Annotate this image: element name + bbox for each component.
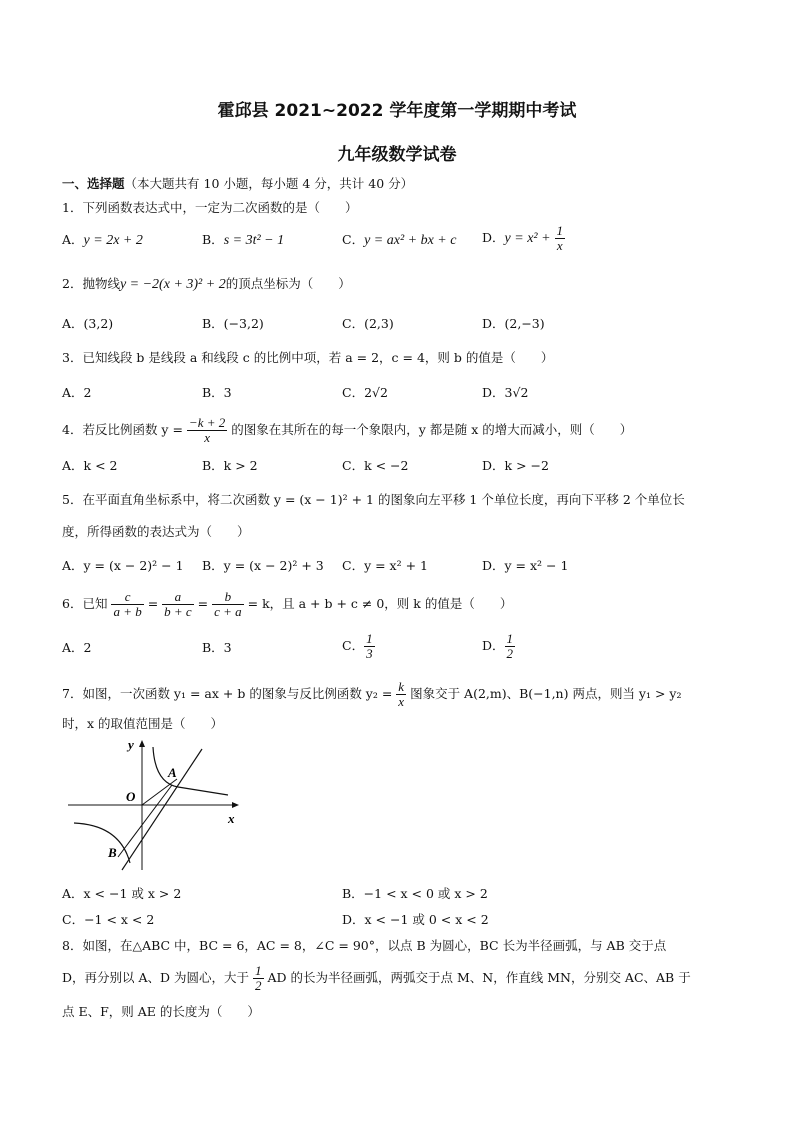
q2-option-a: A．(3,2): [62, 316, 114, 331]
origin-label: O: [126, 789, 136, 804]
q5-option-a: A．y = (x − 2)² − 1: [62, 558, 184, 573]
q1-option-a: A．y = 2x + 2: [62, 232, 143, 248]
q2-option-b: B．(−3,2): [202, 316, 264, 331]
q5-option-d: D．y = x² − 1: [482, 558, 569, 573]
q4-fraction: $\frac{-k + 2}{x}$: [188, 415, 226, 445]
q2-option-d: D．(2,−3): [482, 316, 545, 331]
q6-option-a: A．2: [62, 640, 92, 655]
q4-option-a: A．k < 2: [62, 458, 118, 473]
q1-option-d: D．y = x² + $\frac{1}{x}$: [482, 223, 564, 253]
q7-option-d: D．x < −1 或 0 < x < 2: [342, 912, 489, 927]
question-5-line1: 5．在平面直角坐标系中，将二次函数 y = (x − 1)² + 1 的图象向左平移 1 个单位长度，再向下平移 2 个单位长: [62, 492, 685, 507]
q3-option-b: B．3: [202, 385, 232, 400]
q2-option-c: C．(2,3): [342, 316, 394, 331]
linear-function-line: [122, 749, 202, 870]
q6-option-d: D． $\frac{1}{2}$: [482, 631, 514, 661]
point-b-label: B: [108, 845, 117, 860]
x-axis-label: x: [228, 811, 235, 826]
q6-fraction-1: $\frac{c}{a + b}$: [113, 589, 142, 619]
q7-graph-figure: [60, 735, 245, 875]
q6-fraction-3: $\frac{b}{c + a}$: [214, 589, 242, 619]
q6-option-c: C． $\frac{1}{3}$: [342, 631, 373, 661]
q6-fraction-2: $\frac{a}{b + c}$: [164, 589, 192, 619]
question-6-stem: 6．已知 $\frac{c}{a + b}$ = $\frac{a}{b + c}$ = $\frac{b}{c + a}$ = k，且 a + b + c ≠ 0，则 k 的值是（ ）: [62, 589, 513, 619]
question-4-stem: 4．若反比例函数 y = $\frac{-k + 2}{x}$ 的图象在其所在的每一个象限内，y 都是随 x 的增大而减小，则（ ）: [62, 415, 633, 445]
q4-option-b: B．k > 2: [202, 458, 258, 473]
section-note: （本大题共有 10 小题，每小题 4 分，共计 40 分）: [124, 176, 414, 191]
question-8-line3: 点 E、F，则 AE 的长度为（ ）: [62, 1004, 260, 1019]
hyperbola-branch-q1: [153, 747, 228, 795]
q7-option-b: B．−1 < x < 0 或 x > 2: [342, 886, 488, 901]
section-heading: [62, 176, 413, 192]
q4-option-d: D．k > −2: [482, 458, 549, 473]
q5-option-b: B．y = (x − 2)² + 3: [202, 558, 324, 573]
q7-fraction: $\frac{k}{x}$: [398, 679, 405, 709]
q8-fraction: $\frac{1}{2}$: [255, 963, 262, 993]
hyperbola-branch-q3: [74, 823, 130, 863]
question-5-line2: 度，所得函数的表达式为（ ）: [62, 524, 250, 539]
q4-option-c: C．k < −2: [342, 458, 409, 473]
question-8-line2: D，再分别以 A、D 为圆心，大于 $\frac{1}{2}$ AD 的长为半径画弧，两弧交于点 M、N，作直线 MN，分别交 AC、AB 于: [62, 963, 691, 993]
y-axis-label: y: [128, 737, 134, 752]
question-7-stem: 7．如图，一次函数 y₁ = ax + b 的图象与反比例函数 y₂ = $\frac{k}{x}$ 图象交于 A(2,m)、B(−1,n) 两点，则当 y₁ > y₂: [62, 679, 682, 709]
q1-option-c: C．y = ax² + bx + c: [342, 232, 457, 248]
question-3-stem: 3．已知线段 b 是线段 a 和线段 c 的比例中项，若 a = 2，c = 4，则 b 的值是（ ）: [62, 350, 554, 365]
page-title: 霍邱县 2021~2022 学年度第一学期期中考试: [217, 101, 577, 121]
q1-option-b: B．s = 3t² − 1: [202, 232, 285, 248]
x-axis-arrow: [232, 802, 239, 808]
q3-option-c: C．2√2: [342, 385, 388, 400]
section-title: 一、选择题: [62, 176, 125, 191]
point-a-label: A: [168, 765, 177, 780]
q1-d-fraction: $\frac{1}{x}$: [556, 223, 564, 253]
q5-option-c: C．y = x² + 1: [342, 558, 428, 573]
page-subtitle: 九年级数学试卷: [337, 145, 457, 165]
q7-option-a: A．x < −1 或 x > 2: [62, 886, 182, 901]
q7-option-c: C．−1 < x < 2: [62, 912, 155, 927]
y-axis-arrow: [139, 740, 145, 747]
q3-option-d: D．3√2: [482, 385, 529, 400]
question-2-stem: 2．抛物线y = −2(x + 3)² + 2的顶点坐标为（ ）: [62, 276, 351, 292]
question-8-line1: 8．如图，在△ABC 中，BC = 6，AC = 8，∠C = 90°，以点 B 为圆心，BC 长为半径画弧，与 AB 交于点: [62, 938, 667, 953]
q3-option-a: A．2: [62, 385, 92, 400]
question-1-stem: 1．下列函数表达式中，一定为二次函数的是（ ）: [62, 200, 358, 215]
question-7-line2: 时，x 的取值范围是（ ）: [62, 716, 224, 731]
q6-option-b: B．3: [202, 640, 232, 655]
